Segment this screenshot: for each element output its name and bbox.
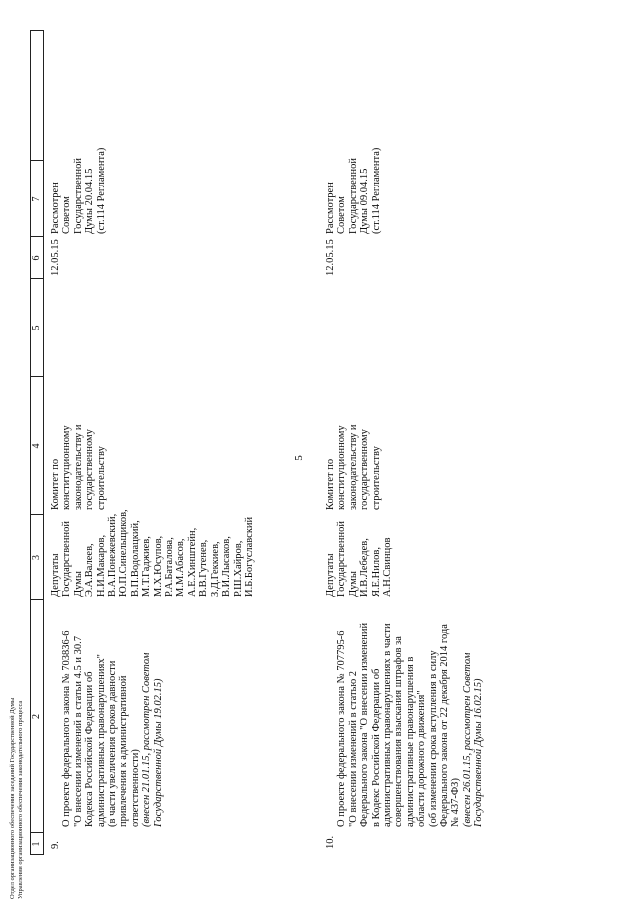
bill-title-text: О проекте федерального закона № 703836-6 "О внесении изменений в статьи 4.5 и 30.7 Кодекса Российской Федерации об административных правонарушениях" (в части увеличения сроков давности привлечения к административной ответственности) xyxy=(61,630,141,827)
date-value: 12.05.15 xyxy=(50,239,61,276)
column-header-1: 1 xyxy=(31,841,42,847)
column-header-7: 7 xyxy=(31,196,42,202)
footer-note xyxy=(9,698,25,899)
bill-submission-note: (внесен 26.01.15, рассмотрен Советом Государственной Думы 16.02.15) xyxy=(461,652,485,827)
column-header-6: 6 xyxy=(31,255,42,261)
page-number: 5 xyxy=(292,455,305,461)
bill-title-text: О проекте федерального закона № 707795-6 "О внесении изменений в статью 2 Федерального закона "О внесении изменений в Кодекс Российской Федерации об административных правонарушениях в части совершенствования взыскания штрафов за административные правонарушения в области дорожного движения" (об изменении срока вступления в силу Федерального закона от 22 декабря 2014 года № 437-ФЗ) xyxy=(336,622,462,827)
status-value: Рассмотрен Советом Государственной Думы 20.04.15 (ст.114 Регламента) xyxy=(50,147,107,234)
column-header-4: 4 xyxy=(31,443,42,449)
document-table xyxy=(30,30,605,855)
header-bottom-border xyxy=(43,30,44,855)
responsible-committee: Комитет по конституционному законодательству и государственному строительству xyxy=(325,424,382,510)
footer-line-2: Управления организационного обеспечения законодательного процесса xyxy=(17,700,24,899)
footer-line-1: Отдел организационного обеспечения заседаний Государственной Думы xyxy=(9,697,16,899)
bill-title xyxy=(50,599,175,827)
column-divider xyxy=(30,30,43,31)
bill-submission-note: (внесен 21.01.15, рассмотрен Советом Государственной Думы 19.02.15) xyxy=(141,652,164,827)
column-header-2: 2 xyxy=(31,714,42,719)
bill-title xyxy=(325,599,496,827)
responsible-committee: Комитет по конституционному законодательству и государственному строительству xyxy=(50,424,107,510)
row-number: 9. xyxy=(50,841,61,849)
date-value: 12.05.15 xyxy=(325,239,336,276)
column-header-3: 3 xyxy=(31,555,42,560)
bill-authors: Депутаты Государственной Думы Э.А.Валеев, Н.И.Макаров, В.А.Понежевский, Ю.П.Синельщиков, В.П.Водолацкий, М.Т.Гаджиев, М.Х.Юсупов, Р.А.Баталова, М.М.Абасов, А.Е.Хинштейн, В.В.Гутенев, З.Д.Геккиев, В.И.Лысаков, Р.Ш.Хайров, И.Б.Богуславский xyxy=(50,509,255,597)
status-value: Рассмотрен Советом Государственной Думы 09.04.15 (ст.114 Регламента) xyxy=(325,147,382,234)
column-header-5: 5 xyxy=(31,325,42,331)
bill-authors: Депутаты Государственной Думы И.В.Лебедев, Я.Е.Нилов, А.Н.Свинцов xyxy=(325,521,394,597)
row-number: 10. xyxy=(325,835,336,849)
